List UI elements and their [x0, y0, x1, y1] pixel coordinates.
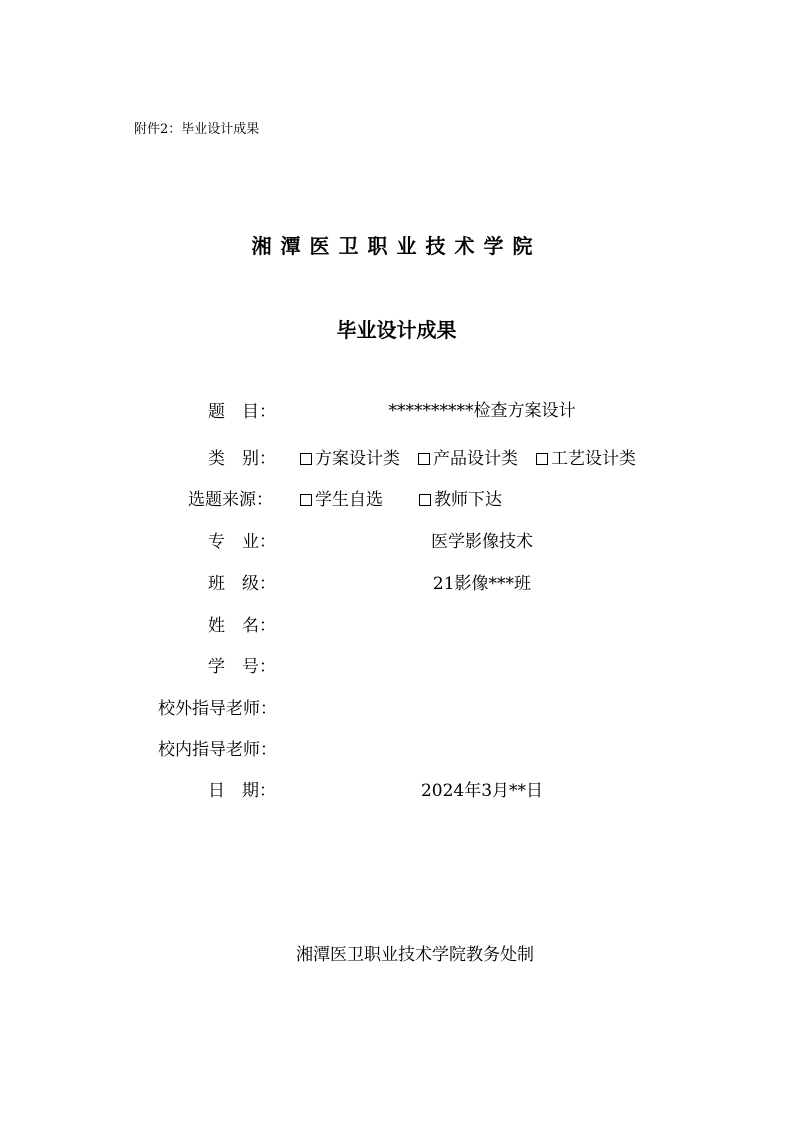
source-option[interactable] — [300, 485, 383, 510]
student-id-label: 学 号： — [208, 657, 276, 677]
attachment-label: 附件2：毕业设计成果 — [134, 122, 260, 137]
class-value: 21影像***班 — [432, 574, 532, 594]
category-option-label: 产品设计类 — [433, 449, 518, 469]
checkbox-icon[interactable] — [300, 494, 312, 506]
name-label: 姓 名： — [208, 616, 276, 636]
date-label: 日 期： — [208, 781, 276, 801]
date-value: 2024年3月**日 — [420, 781, 544, 801]
class-label: 班 级： — [208, 574, 276, 594]
source-option[interactable] — [419, 485, 502, 510]
category-option-label: 方案设计类 — [315, 449, 400, 469]
category-option[interactable] — [300, 444, 400, 469]
source-option-label: 学生自选 — [315, 490, 383, 510]
title-value: **********检查方案设计 — [388, 401, 576, 421]
issuer-footer: 湘潭医卫职业技术学院教务处制 — [296, 945, 534, 965]
checkbox-icon[interactable] — [536, 453, 548, 465]
internal-advisor-label: 校内指导老师： — [158, 740, 277, 760]
checkbox-icon[interactable] — [300, 453, 312, 465]
source-label: 选题来源： — [188, 490, 273, 510]
source-option-label: 教师下达 — [434, 490, 502, 510]
category-option[interactable] — [418, 444, 518, 469]
major-label: 专 业： — [208, 532, 276, 552]
school-name: 湘潭医卫职业技术学院 — [251, 234, 542, 258]
major-value: 医学影像技术 — [431, 532, 533, 552]
category-option[interactable] — [536, 444, 636, 469]
category-label: 类 别： — [208, 449, 276, 469]
document-title: 毕业设计成果 — [336, 318, 457, 342]
checkbox-icon[interactable] — [418, 453, 430, 465]
external-advisor-label: 校外指导老师： — [158, 699, 277, 719]
title-label: 题 目： — [208, 402, 276, 422]
source-options — [300, 485, 520, 510]
category-options — [300, 444, 636, 469]
checkbox-icon[interactable] — [419, 494, 431, 506]
category-option-label: 工艺设计类 — [551, 449, 636, 469]
